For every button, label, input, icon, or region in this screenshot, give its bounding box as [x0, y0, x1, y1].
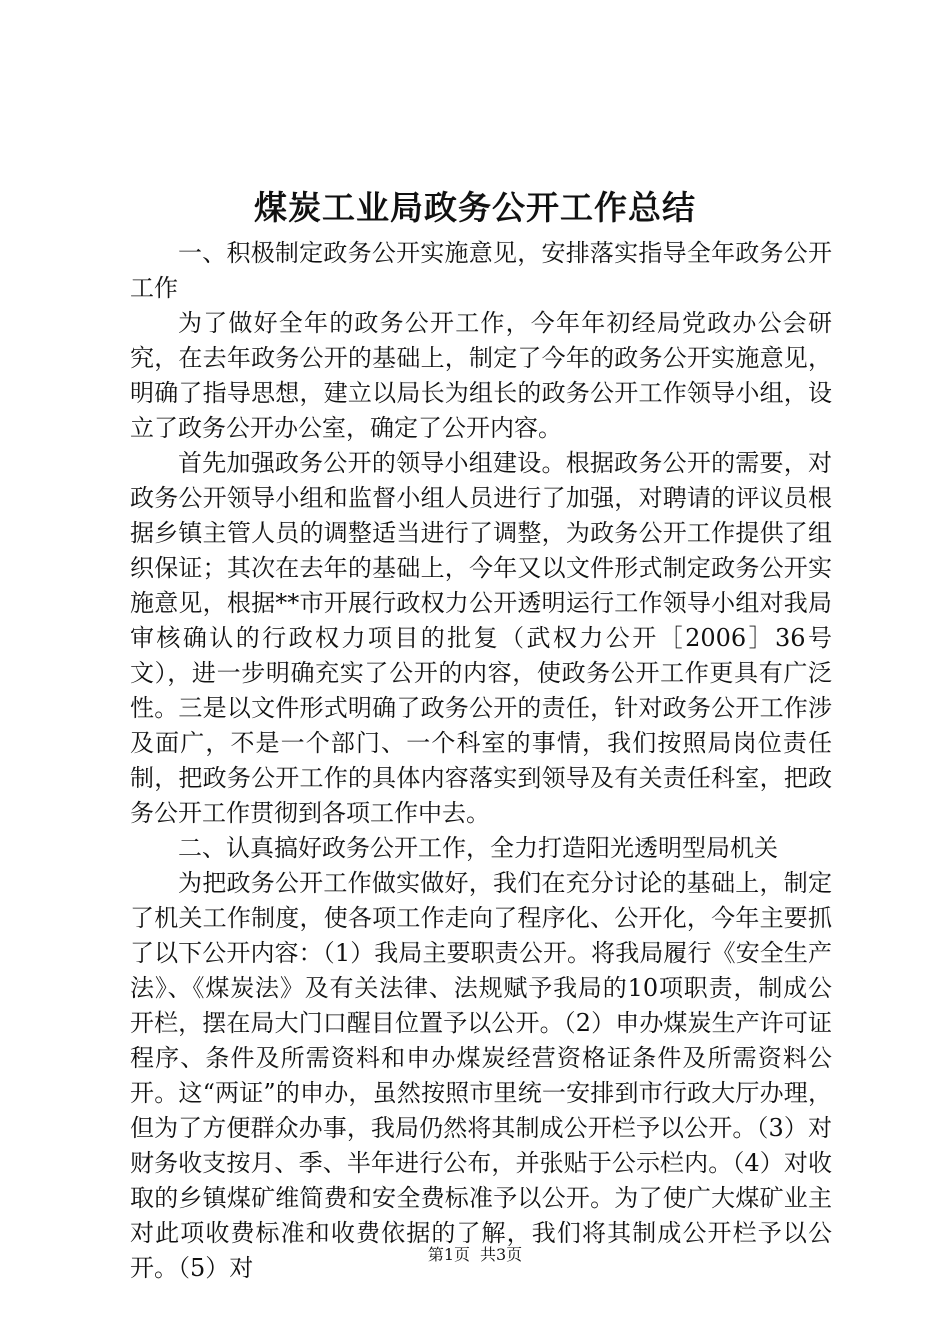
body-paragraph: 为把政务公开工作做实做好，我们在充分讨论的基础上，制定了机关工作制度，使各项工作走向了程序化、公开化，今年主要抓了以下公开内容：（1）我局主要职责公开。将我局履行《安全生产法》、《煤炭法》及有关法律、法规赋予我局的10项职责，制成公开栏，摆在局大门口醒目位置予以公开。（2）申办煤炭生产许可证程序、条件及所需资料和申办煤炭经营资格证条件及所需资料公开。这“两证”的申办，虽然按照市里统一安排到市行政大厅办理，但为了方便群众办事，我局仍然将其制成公开栏予以公开。（3）对财务收支按月、季、半年进行公布，并张贴于公示栏内。（4）对收取的乡镇煤矿维简费和安全费标准予以公开。为了使广大煤矿业主对此项收费标准和收费依据的了解，我们将其制成公开栏予以公开。（5）对 [130, 869, 832, 1282]
document-title: 煤炭工业局政务公开工作总结 [254, 188, 696, 227]
document-body [130, 236, 832, 1286]
page-number: 第1页 [427, 1245, 470, 1264]
page-footer [0, 1243, 950, 1267]
body-paragraph: 首先加强政务公开的领导小组建设。根据政务公开的需要，对政务公开领导小组和监督小组人员进行了加强，对聘请的评议员根据乡镇主管人员的调整适当进行了调整，为政务公开工作提供了组织保证；其次在去年的基础上，今年又以文件形式制定政务公开实施意见，根据**市开展行政权力公开透明运行工作领导小组对我局审核确认的行政权力项目的批复（武权力公开［2006］36号文），进一步明确充实了公开的内容，使政务公开工作更具有广泛性。三是以文件形式明确了政务公开的责任，针对政务公开工作涉及面广，不是一个部门、一个科室的事情，我们按照局岗位责任制，把政务公开工作的具体内容落实到领导及有关责任科室，把政务公开工作贯彻到各项工作中去。 [130, 449, 832, 827]
page-total: 共3页 [480, 1245, 523, 1264]
section-heading-1: 一、积极制定政务公开实施意见，安排落实指导全年政务公开工作 [130, 239, 832, 302]
section-heading-2: 二、认真搞好政务公开工作，全力打造阳光透明型局机关 [178, 834, 778, 862]
body-paragraph: 为了做好全年的政务公开工作，今年年初经局党政办公会研究，在去年政务公开的基础上，制定了今年的政务公开实施意见，明确了指导思想，建立以局长为组长的政务公开工作领导小组，设立了政务公开办公室，确定了公开内容。 [130, 309, 832, 442]
